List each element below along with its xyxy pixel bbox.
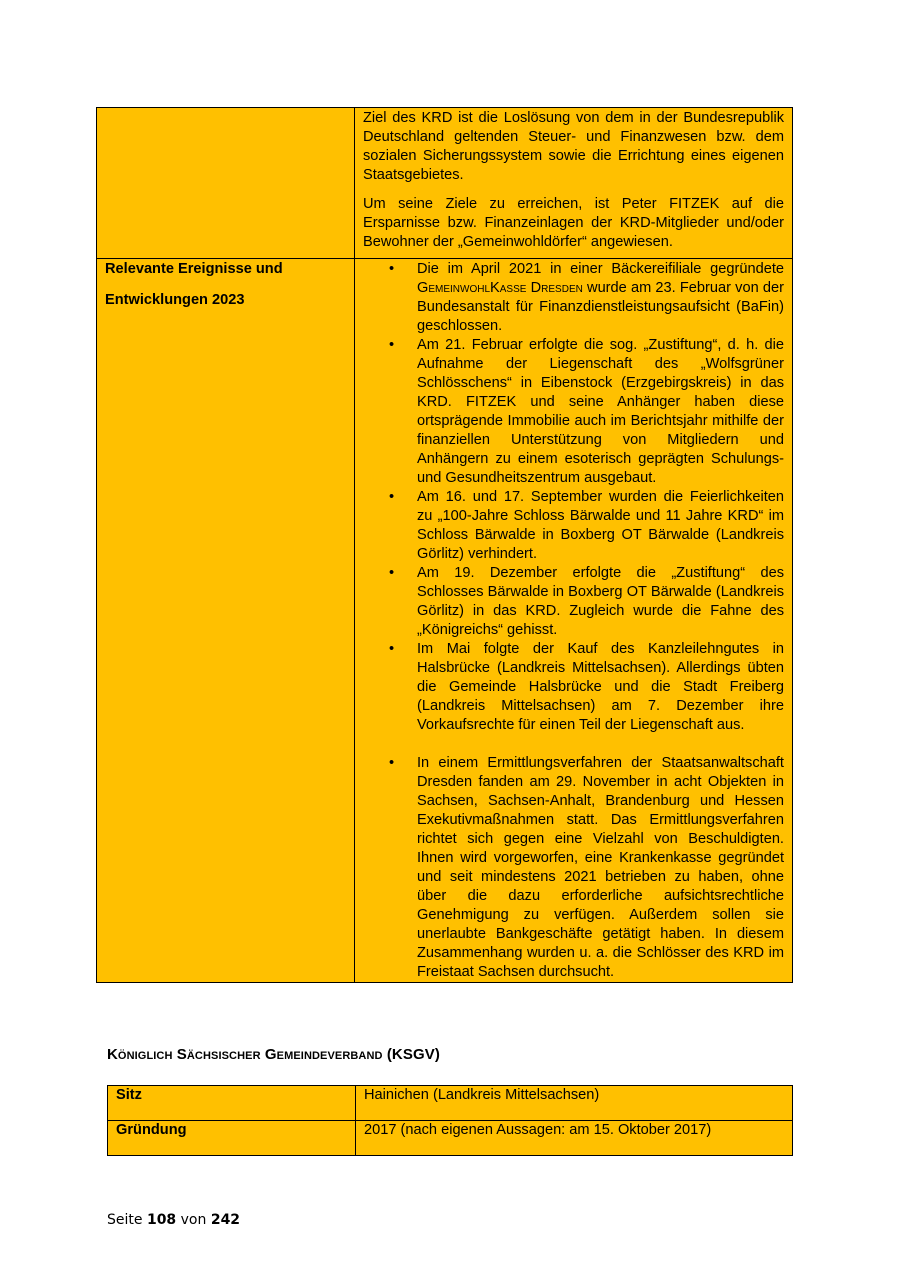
- krd-profile-table: [96, 107, 793, 983]
- goals-paragraph: Ziel des KRD ist die Loslösung von dem in der Bundesrepublik Deutschland geltenden Steuer- und Finanzwesen bzw. dem sozialen Sicherungssystem sowie die Errichtung eines eigenen Staatsgebietes.: [363, 110, 784, 183]
- footer-prefix: Seite: [107, 1212, 143, 1228]
- ksgv-profile-table: [107, 1085, 793, 1156]
- table-cell-goals: [355, 108, 793, 259]
- section-heading-ksgv: Königlich Sächsischer Gemeindeverband (KSGV): [107, 1046, 440, 1063]
- page-footer: [107, 1212, 240, 1228]
- list-item: • Die im April 2021 in einer Bäckereifiliale gegründete GemeinwohlKasse Dresden wurde am 23. Februar von der Bundesanstalt für Finanzdienstleistungsaufsicht (BaFin) geschlossen.: [417, 260, 784, 336]
- table-cell-events-label: [97, 259, 355, 983]
- events-label-line1: Relevante Ereignisse und: [105, 261, 283, 277]
- table-row: [108, 1121, 793, 1156]
- row-value-sitz: Hainichen (Landkreis Mittelsachsen): [356, 1086, 793, 1121]
- table-cell-empty: [97, 108, 355, 259]
- funding-paragraph: Um seine Ziele zu erreichen, ist Peter FITZEK auf die Ersparnisse bzw. Finanzeinlagen der KRD-Mitglieder und/oder Bewohner der „Gemeinwohldörfer“ angewiesen.: [363, 196, 784, 250]
- list-item: • Am 16. und 17. September wurden die Feierlichkeiten zu „100-Jahre Schloss Bärwalde und 11 Jahre KRD“ im Schloss Bärwalde in Boxberg OT Bärwalde (Landkreis Görlitz) verhindert.: [417, 488, 784, 564]
- row-key-sitz: Sitz: [108, 1086, 356, 1121]
- list-item: • Am 21. Februar erfolgte die sog. „Zustiftung“, d. h. die Aufnahme der Liegenschaft des „Wolfsgrüner Schlösschens“ in Eibenstock (Erzgebirgskreis) in das KRD. FITZEK und seine Anhänger haben diese ortsprägende Immobilie auch im Berichtsjahr mithilfe der finanziellen Unterstützung von Mitgliedern und Anhängern zu einem esoterisch geprägten Schulungs- und Gesundheitszentrum ausgebaut.: [417, 336, 784, 488]
- row-key-gruendung: Gründung: [108, 1121, 356, 1156]
- table-cell-events: [355, 259, 793, 983]
- list-item: • Im Mai folgte der Kauf des Kanzleilehngutes in Halsbrücke (Landkreis Mittelsachsen). Allerdings übten die Gemeinde Halsbrücke und die Stadt Freiberg (Landkreis Mittelsachsen) am 7. Dezember ihre Vorkaufsrechte für einen Teil der Liegenschaft aus.: [417, 640, 784, 735]
- table-row: [97, 259, 793, 983]
- events-label-line2: Entwicklungen 2023: [105, 292, 245, 308]
- list-item: • In einem Ermittlungsverfahren der Staatsanwaltschaft Dresden fanden am 29. November in acht Objekten in Sachsen, Sachsen-Anhalt, Brandenburg und Hessen Exekutivmaßnahmen statt. Das Ermittlungsverfahren richtet sich gegen eine Vielzahl von Beschuldigten. Ihnen wird vorgeworfen, eine Krankenkasse gegründet und seit mindestens 2021 betrieben zu haben, ohne über die dazu erforderliche aufsichtsrechtliche Genehmigung zu verfügen. Außerdem sollen sie unerlaubte Bankgeschäfte getätigt haben. In diesem Zusammenhang wurden u. a. die Schlösser des KRD im Freistaat Sachsen durchsucht.: [417, 754, 784, 982]
- footer-page-number: 108: [146, 1212, 177, 1228]
- table-row: [108, 1086, 793, 1121]
- footer-page-total: 242: [210, 1212, 241, 1228]
- org-name-gemeinwohlkasse: GemeinwohlKasse Dresden: [417, 280, 583, 296]
- list-item: • Am 19. Dezember erfolgte die „Zustiftung“ des Schlosses Bärwalde in Boxberg OT Bärwalde (Landkreis Görlitz) in das KRD. Zugleich wurde die Fahne des „Königreichs“ gehisst.: [417, 564, 784, 640]
- row-value-gruendung: 2017 (nach eigenen Aussagen: am 15. Oktober 2017): [356, 1121, 793, 1156]
- events-list: [355, 260, 784, 982]
- footer-sep: von: [180, 1212, 207, 1228]
- table-row: [97, 108, 793, 259]
